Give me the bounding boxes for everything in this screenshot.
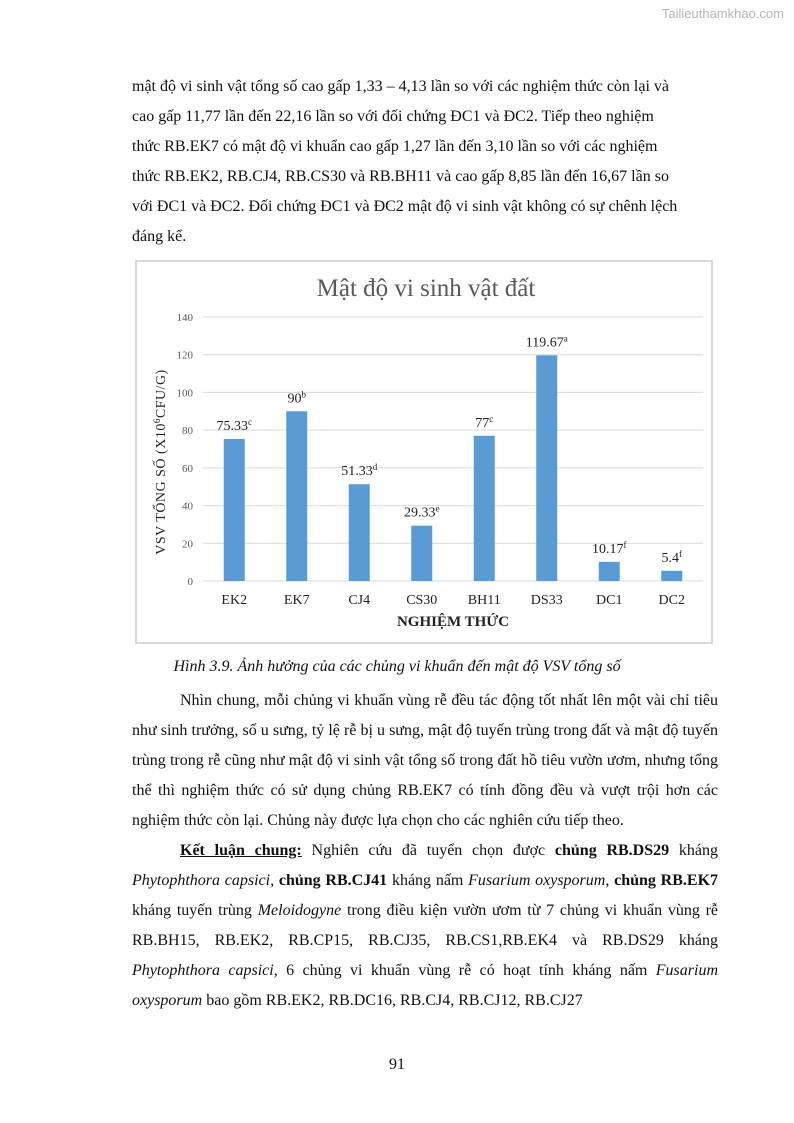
y-tick-label: 40 [182, 500, 193, 513]
bar-ek7 [286, 411, 307, 581]
species-name: Fusarium oxysporum [132, 962, 719, 1009]
summary-paragraph: Nhìn chung, mỗi chủng vi khuẩn vùng rễ đều tác động tốt nhất lên một vài chỉ tiêu như sinh trưởng, số u sưng, tỷ lệ rễ bị u sưng, mật độ tuyến trùng trong đất và mật độ tuyến trùng trong rễ cũng như mật độ vi sinh vật tổng số trong đất hồ tiêu vườn ươm, nhưng tổng thể thì nghiệm thức có sử dụng chủng RB.EK7 có tính đồng đều và vượt trội hơn các nghiệm thức còn lại. Chủng này được lựa chọn cho các nghiên cứu tiếp theo. [132, 692, 718, 829]
conclusion-heading: Kết luận chung: [180, 842, 302, 859]
x-tick-label: CJ4 [348, 593, 371, 608]
data-label: 29.33e [404, 503, 440, 521]
species-name: Phytophthora capsici, [132, 872, 275, 889]
text-run: trong điều kiện vườn ươm từ 7 chủng vi khuẩn vùng rễ RB.BH15, RB.EK2, RB.CP15, RB.CJ35, RB.CS1,RB.EK4 và RB.DS29 kháng [132, 902, 719, 949]
bar-dc1 [599, 562, 620, 581]
y-tick-label: 120 [176, 349, 193, 362]
y-tick-label: 60 [182, 462, 193, 475]
intro-line: cao gấp 11,77 lần đến 22,16 lần so với đối chứng ĐC1 và ĐC2. Tiếp theo nghiệm [132, 108, 654, 125]
text-run: , [605, 872, 615, 889]
bar-ds33 [536, 355, 557, 581]
species-name: Meloidogyne [257, 902, 342, 919]
x-tick-label: DC1 [596, 593, 623, 608]
strain-name: chủng RB.EK7 [614, 872, 719, 889]
chart-title: Mật độ vi sinh vật đất [316, 275, 536, 302]
bar-chart [135, 260, 713, 644]
y-axis-label-sup: 6 [152, 418, 162, 424]
intro-line: thức RB.EK2, RB.CJ4, RB.CS30 và RB.BH11 và cao gấp 8,85 lần đến 16,67 lần so [132, 168, 669, 185]
page-number: 91 [389, 1056, 405, 1073]
strain-name: chủng RB.CJ41 [278, 872, 388, 889]
x-tick-label: EK2 [221, 593, 248, 608]
chart-svg [137, 262, 711, 642]
species-name: Phytophthora capsici [132, 962, 274, 979]
species-name: Fusarium oxysporum [468, 872, 606, 889]
data-label: 90$^b$ [287, 389, 306, 407]
x-tick-label: CS30 [406, 593, 438, 608]
y-axis-label-prefix: VSV TỔNG SỐ (X10 [154, 423, 169, 555]
y-tick-label: 80 [182, 425, 193, 438]
y-tick-label: 100 [176, 387, 193, 400]
data-label: 5.4$^f$ [661, 548, 682, 566]
text-run: kháng [669, 842, 718, 859]
y-axis-label-suffix: CFU/G) [154, 369, 169, 419]
y-tick-label: 0 [187, 576, 193, 588]
data-label: 119.67$^a$ [525, 333, 568, 351]
text-run: bao gồm RB.EK2, RB.DC16, RB.CJ4, RB.CJ12, RB.CJ27 [202, 992, 583, 1009]
data-label: 77$^c$ [475, 413, 494, 431]
figure-caption: Hình 3.9. Ảnh hưởng của các chủng vi khuẩn đến mật độ VSV tổng số [173, 658, 621, 675]
y-tick-label: 140 [176, 312, 193, 324]
bar-cs30 [411, 526, 432, 581]
text-run: Nghiên cứu đã tuyển chọn được [301, 842, 555, 859]
intro-line: với ĐC1 và ĐC2. Đối chứng ĐC1 và ĐC2 mật độ vi sinh vật không có sự chênh lệch [132, 198, 678, 215]
text-run: kháng nấm [387, 872, 469, 889]
x-tick-label: DS33 [530, 593, 563, 608]
text-run: , 6 chủng vi khuẩn vùng rễ có hoạt tính kháng nấm [273, 962, 656, 979]
conclusion-section [132, 686, 718, 1016]
intro-line: mật độ vi sinh vật tổng số cao gấp 1,33 – 4,13 lần so với các nghiệm thức còn lại và [132, 78, 670, 95]
bar-dc2 [661, 571, 682, 581]
intro-line: đáng kể. [132, 228, 187, 245]
text-run: kháng tuyến trùng [132, 902, 258, 919]
data-label: 75.33$^c$ [216, 416, 252, 434]
bar-ek2 [224, 439, 245, 581]
x-tick-label: EK7 [283, 593, 310, 608]
x-tick-label: BH11 [467, 593, 501, 608]
y-axis-label [151, 369, 169, 554]
conclusion-paragraph [132, 836, 718, 1016]
intro-paragraph [132, 72, 718, 252]
bar-cj4 [349, 484, 370, 581]
data-label: 51.33$^d$ [341, 462, 378, 480]
strain-name: chủng RB.DS29 [554, 842, 670, 859]
y-tick-label: 20 [182, 538, 193, 551]
data-label: 10.17$^f$ [592, 539, 627, 557]
watermark: Tailieuthamkhao.com [661, 6, 784, 21]
bar-bh11 [474, 436, 495, 581]
intro-line: thức RB.EK7 có mật độ vi khuẩn cao gấp 1,27 lần đến 3,10 lần so với các nghiệm [132, 138, 658, 155]
bars [217, 333, 685, 608]
x-tick-label: DC2 [658, 593, 685, 608]
x-axis-label: NGHIỆM THỨC [396, 614, 510, 630]
